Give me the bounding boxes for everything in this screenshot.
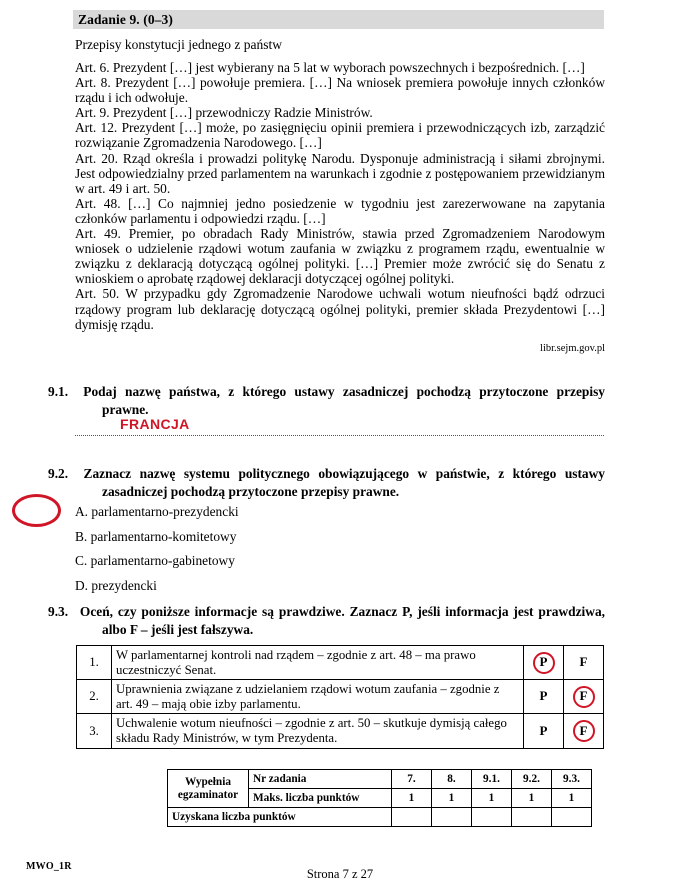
true-label: P (539, 722, 548, 738)
table-row (77, 714, 604, 748)
answer-9-1-handwritten: FRANCJA (120, 416, 190, 432)
question-9-1-prompt: Podaj nazwę państwa, z którego ustawy zasadniczej pochodzą przytoczone przepisy prawne. (83, 384, 605, 417)
selection-circle-option-a-icon (12, 494, 61, 527)
examiner-label-line1: Wypełnia (184, 775, 232, 788)
option-c-letter: C. (75, 553, 88, 568)
footer-page-number: Strona 7 z 27 (306, 867, 374, 881)
source-paragraph: Art. 48. […] Co najmniej jedno posiedzenie w tygodniu jest zarezerwowane na zapytania członków parlamentu i odpowiedzi rządu. […] (75, 195, 605, 226)
score-cell: 9.1. (472, 770, 512, 789)
source-intro-line: Przepisy konstytucji jednego z państw (75, 37, 282, 52)
row-1-false-cell[interactable] (564, 646, 604, 680)
source-paragraph: Art. 50. W przypadku gdy Zgromadzenie Narodowe uchwali wotum nieufności bądź odrzuci rządowy program lub deklarację dotyczącą ogólnej polityki, premier składa Prezydentowi […] dymisję rządu. (75, 286, 605, 332)
row-2-true-cell[interactable] (524, 680, 564, 714)
question-9-2-prompt: Zaznacz nazwę systemu politycznego obowiązującego w państwie, z którego ustawy zasadniczej pochodzą przytoczone przepisy prawne. (83, 466, 605, 499)
table-row (77, 680, 604, 714)
answer-9-1-line[interactable] (75, 434, 604, 436)
question-9-2-options (75, 500, 475, 598)
row-1-true-cell[interactable] (524, 646, 564, 680)
true-false-table (76, 645, 604, 749)
examiner-label (168, 770, 249, 808)
source-text-block (75, 60, 605, 332)
option-c[interactable] (75, 549, 475, 574)
table-row (77, 646, 604, 680)
false-label: F (579, 688, 588, 704)
source-attribution: libr.sejm.gov.pl (540, 343, 605, 354)
score-cell: 1 (432, 789, 472, 808)
option-a[interactable] (75, 500, 475, 525)
score-cell-empty[interactable] (512, 808, 552, 827)
source-paragraph: Art. 9. Prezydent […] przewodniczy Radzie Ministrów. (75, 105, 373, 121)
source-paragraph: Art. 8. Prezydent […] powołuje premiera. […] Na wniosek premiera powołuje innych członków rządu i ich odwołuje. (75, 75, 605, 106)
examiner-label-line2: egzaminator (177, 788, 239, 801)
score-cell: 1 (392, 789, 432, 808)
false-label: F (579, 722, 588, 738)
score-cell: 7. (392, 770, 432, 789)
score-row-header: Maks. liczba punktów (249, 789, 392, 808)
table-row (168, 770, 592, 789)
option-b-label: parlamentarno-komitetowy (90, 528, 237, 544)
option-a-label: parlamentarno-prezydencki (91, 504, 239, 519)
row-index: 2. (77, 680, 112, 714)
source-paragraph: Art. 20. Rząd określa i prowadzi politykę Narodu. Dysponuje administracją i siłami zbrojnymi. Jest odpowiedzialny przed parlamentem na warunkach i zgodnie z postępowaniem przewidzianym w art. 49 i art. 50. (75, 150, 605, 196)
option-d-label: prezydencki (91, 577, 157, 593)
option-d[interactable] (75, 574, 475, 599)
score-cell-empty[interactable] (432, 808, 472, 827)
row-index: 3. (77, 714, 112, 748)
score-cell: 1 (472, 789, 512, 808)
question-9-3-text: 9.3. Oceń, czy poniższe informacje są prawdziwe. Zaznacz P, jeśli informacja jest prawdziwa, albo F – jeśli jest fałszywa. (48, 604, 605, 637)
question-9-2-text: 9.2. Zaznacz nazwę systemu politycznego obowiązującego w państwie, z którego ustawy zasadniczej pochodzą przytoczone przepisy prawne. (48, 466, 605, 499)
option-b[interactable] (75, 525, 475, 550)
question-9-2 (48, 465, 605, 500)
score-cell: 1 (512, 789, 552, 808)
footer-sheet-code: MWO_1R (26, 861, 72, 872)
true-label: P (539, 654, 548, 670)
row-3-false-cell[interactable] (564, 714, 604, 748)
table-row (168, 808, 592, 827)
false-label: F (579, 654, 588, 670)
question-9-1-text: 9.1. Podaj nazwę państwa, z którego ustawy zasadniczej pochodzą przytoczone przepisy prawne. (48, 384, 605, 417)
source-paragraph: Art. 49. Premier, po obradach Rady Ministrów, stawia przed Zgromadzeniem Narodowym wniosek o udzielenie rządowi wotum zaufania w związku z programem rządu, ewentualnie w związku z deklaracją dotyczącą ogólnej polityki. […] Premier może zwrócić się do Senatu z wnioskiem o aprobatę rządowej deklaracji dotyczącej ogólnej polityki. (75, 226, 605, 287)
option-a-letter: A. (75, 504, 89, 519)
row-statement: Uprawnienia związane z udzielaniem rządowi wotum zaufania – zgodnie z art. 49 – mają obie izby parlamentu. (112, 680, 524, 714)
question-9-3-prompt: Oceń, czy poniższe informacje są prawdziwe. Zaznacz P, jeśli informacja jest prawdziwa, albo F – jeśli jest fałszywa. (79, 604, 605, 637)
examiner-scoring-table (167, 769, 592, 827)
true-label: P (539, 688, 548, 704)
score-cell: 8. (432, 770, 472, 789)
question-9-1 (48, 383, 605, 418)
option-b-letter: B. (75, 528, 88, 544)
row-index: 1. (77, 646, 112, 680)
option-d-letter: D. (75, 577, 89, 593)
score-cell: 1 (552, 789, 592, 808)
row-3-true-cell[interactable] (524, 714, 564, 748)
score-cell: 9.3. (552, 770, 592, 789)
task-header-label: Zadanie 9. (0–3) (78, 11, 173, 27)
option-c-label: parlamentarno-gabinetowy (90, 553, 235, 568)
row-statement: W parlamentarnej kontroli nad rządem – zgodnie z art. 48 – ma prawo uczestniczyć Senat. (112, 646, 524, 680)
row-2-false-cell[interactable] (564, 680, 604, 714)
source-paragraph: Art. 12. Prezydent […] może, po zasięgnięciu opinii premiera i przewodniczących izb, zarządzić rozwiązanie Zgromadzenia Narodowego. […] (75, 120, 605, 151)
question-9-3 (48, 603, 605, 638)
score-cell-empty[interactable] (472, 808, 512, 827)
score-cell-empty[interactable] (552, 808, 592, 827)
score-row-header: Nr zadania (249, 770, 392, 789)
task-header-bar (73, 10, 604, 29)
score-row-header: Uzyskana liczba punktów (168, 808, 392, 827)
source-paragraph: Art. 6. Prezydent […] jest wybierany na 5 lat w wyborach powszechnych i bezpośrednich. […] (75, 60, 585, 75)
score-cell-empty[interactable] (392, 808, 432, 827)
score-cell: 9.2. (512, 770, 552, 789)
row-statement: Uchwalenie wotum nieufności – zgodnie z art. 50 – skutkuje dymisją całego składu Rady Ministrów, w tym Prezydenta. (112, 714, 524, 748)
